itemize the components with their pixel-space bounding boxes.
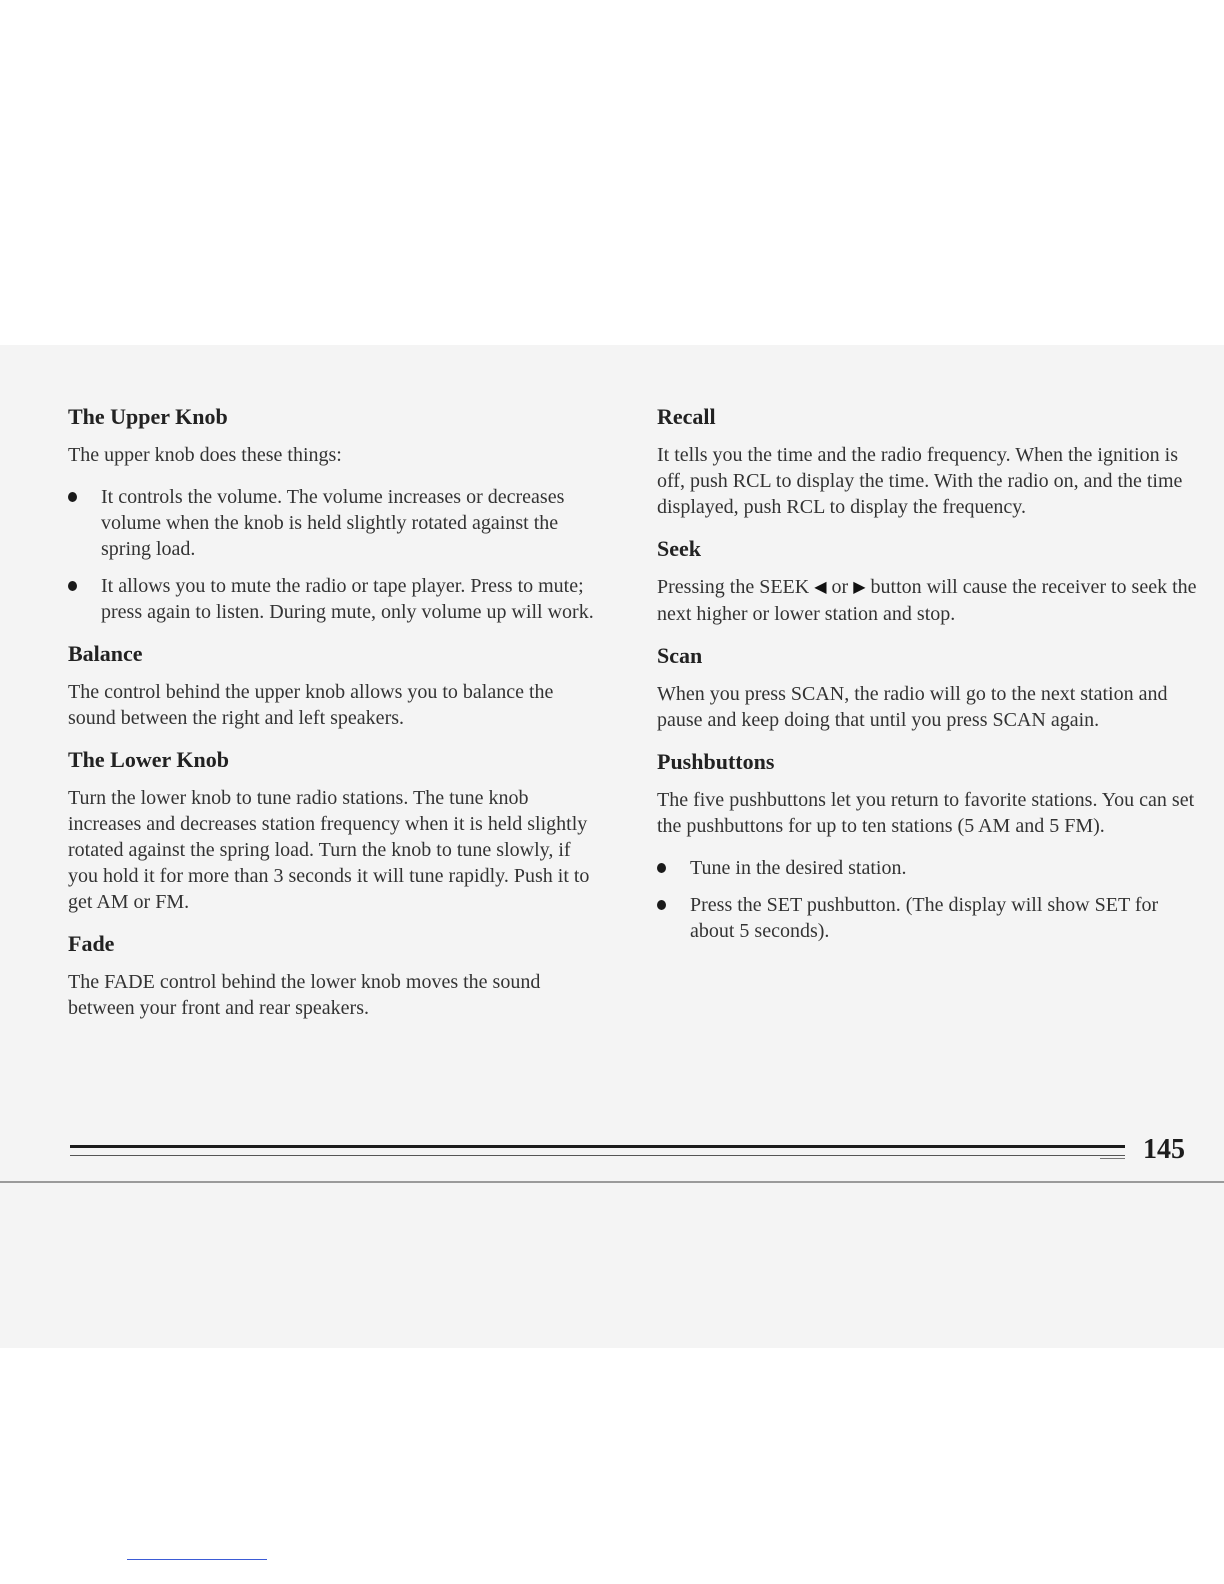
heading-seek: Seek — [657, 536, 701, 561]
pushbuttons-text: The five pushbuttons let you return to favorite stations. You can set the pushbuttons for up to ten stations (5 AM and 5 FM). — [657, 789, 1195, 837]
link-underline — [127, 1559, 267, 1560]
heading-scan: Scan — [657, 643, 703, 668]
seek-left-arrow-icon: ◀ — [814, 579, 827, 596]
section-upper-knob — [68, 404, 598, 625]
pushbuttons-list — [657, 855, 1197, 944]
section-balance — [68, 641, 598, 731]
heading-recall: Recall — [657, 404, 716, 429]
bullet-icon — [657, 863, 666, 873]
section-lower-knob — [68, 747, 598, 915]
scan-edge-line — [0, 1181, 1224, 1183]
seek-right-arrow-icon: ▶ — [853, 579, 866, 596]
lower-knob-text: Turn the lower knob to tune radio stations. The tune knob increases and decreases station frequency when it is held slightly rotated against the spring load. Turn the knob to tune slowly, if you hold it for more than 3 seconds it will tune rapidly. Push it to get AM or FM. — [68, 787, 590, 913]
seek-text: Pressing the SEEK ◀ or ▶ button will cause the receiver to seek the next higher or lower station and stop. — [657, 576, 1197, 625]
list-item: It controls the volume. The volume increases or decreases volume when the knob is held slightly rotated against the spring load. — [68, 484, 598, 562]
heading-balance: Balance — [68, 641, 143, 666]
footer-rule-thick — [70, 1145, 1125, 1148]
heading-fade: Fade — [68, 931, 115, 956]
left-column — [68, 404, 598, 1037]
heading-upper-knob: The Upper Knob — [68, 404, 228, 429]
section-seek — [657, 536, 1197, 627]
upper-knob-list — [68, 484, 598, 625]
section-recall — [657, 404, 1197, 520]
upper-knob-intro: The upper knob does these things: — [68, 444, 342, 466]
list-item: Press the SET pushbutton. (The display will show SET for about 5 seconds). — [657, 892, 1197, 944]
heading-lower-knob: The Lower Knob — [68, 747, 229, 772]
section-fade — [68, 931, 598, 1021]
recall-text: It tells you the time and the radio frequency. When the ignition is off, push RCL to display the time. With the radio on, and the time displayed, push RCL to display the frequency. — [657, 444, 1183, 518]
heading-pushbuttons: Pushbuttons — [657, 749, 775, 774]
list-item: Tune in the desired station. — [657, 855, 1197, 881]
bullet-icon — [68, 581, 77, 591]
right-column — [657, 404, 1197, 960]
bullet-icon — [657, 900, 666, 910]
list-item: It allows you to mute the radio or tape player. Press to mute; press again to listen. During mute, only volume up will work. — [68, 573, 598, 625]
section-pushbuttons — [657, 749, 1197, 944]
bullet-icon — [68, 492, 77, 502]
section-scan — [657, 643, 1197, 733]
page-number: 145 — [1143, 1134, 1185, 1165]
fade-text: The FADE control behind the lower knob moves the sound between your front and rear speakers. — [68, 971, 541, 1019]
footer-rule-thin — [70, 1155, 1125, 1156]
footer-rule-tail — [1100, 1158, 1125, 1159]
scan-text: When you press SCAN, the radio will go to the next station and pause and keep doing that until you press SCAN again. — [657, 683, 1168, 731]
balance-text: The control behind the upper knob allows you to balance the sound between the right and left speakers. — [68, 681, 554, 729]
